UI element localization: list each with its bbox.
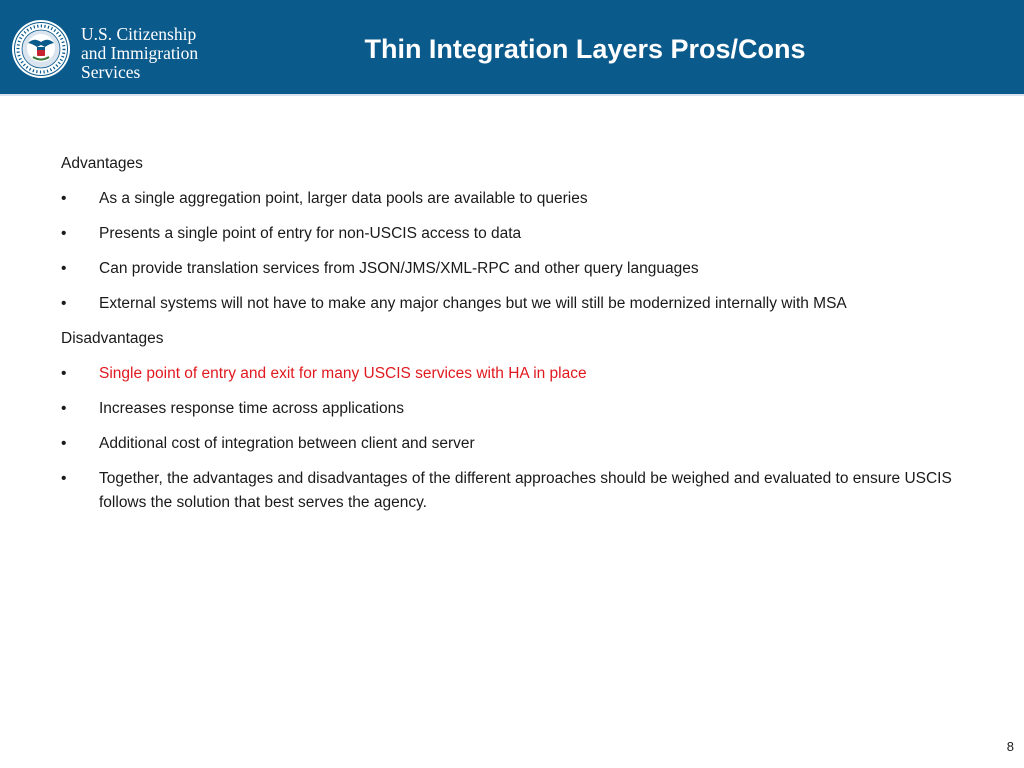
section-heading-disadvantages: Disadvantages — [61, 330, 164, 347]
agency-name-line: Services — [81, 62, 141, 82]
bullet-icon: • — [61, 470, 67, 487]
dhs-seal-icon — [11, 19, 71, 79]
list-item — [61, 397, 991, 432]
list-item — [61, 187, 991, 222]
page-number: 8 — [1006, 739, 1014, 754]
list-item — [61, 467, 991, 515]
slide-body — [61, 152, 991, 515]
agency-name-line: U.S. Citizenship — [81, 24, 197, 44]
list-item-text: External systems will not have to make any major changes but we will still be modernized internally with MSA — [99, 295, 847, 312]
agency-name — [81, 25, 198, 82]
list-item — [61, 292, 991, 327]
list-item — [61, 257, 991, 292]
bullet-icon: • — [61, 225, 67, 242]
bullet-icon: • — [61, 295, 67, 312]
list-item-text: Increases response time across applications — [99, 400, 404, 417]
bullet-icon: • — [61, 435, 67, 452]
agency-name-line: and Immigration — [81, 43, 199, 63]
list-item-text: As a single aggregation point, larger data pools are available to queries — [99, 190, 588, 207]
bullet-icon: • — [61, 190, 67, 207]
list-item-highlighted — [61, 362, 991, 397]
slide-header — [0, 0, 1024, 94]
section-heading-advantages: Advantages — [61, 155, 143, 172]
bullet-icon: • — [61, 260, 67, 277]
header-divider — [0, 94, 1024, 96]
list-item — [61, 432, 991, 467]
list-item-text: Single point of entry and exit for many USCIS services with HA in place — [99, 365, 587, 382]
slide-title: Thin Integration Layers Pros/Cons — [364, 34, 806, 64]
list-item-text: Additional cost of integration between client and server — [99, 435, 475, 452]
bullet-icon: • — [61, 365, 67, 382]
list-item — [61, 222, 991, 257]
list-item-text: Together, the advantages and disadvantages of the different approaches should be weighed and evaluated to ensure USCIS follows the solution that best serves the agency. — [99, 470, 952, 511]
bullet-icon: • — [61, 400, 67, 417]
list-item-text: Can provide translation services from JSON/JMS/XML-RPC and other query languages — [99, 260, 699, 277]
list-item-text: Presents a single point of entry for non-USCIS access to data — [99, 225, 522, 242]
